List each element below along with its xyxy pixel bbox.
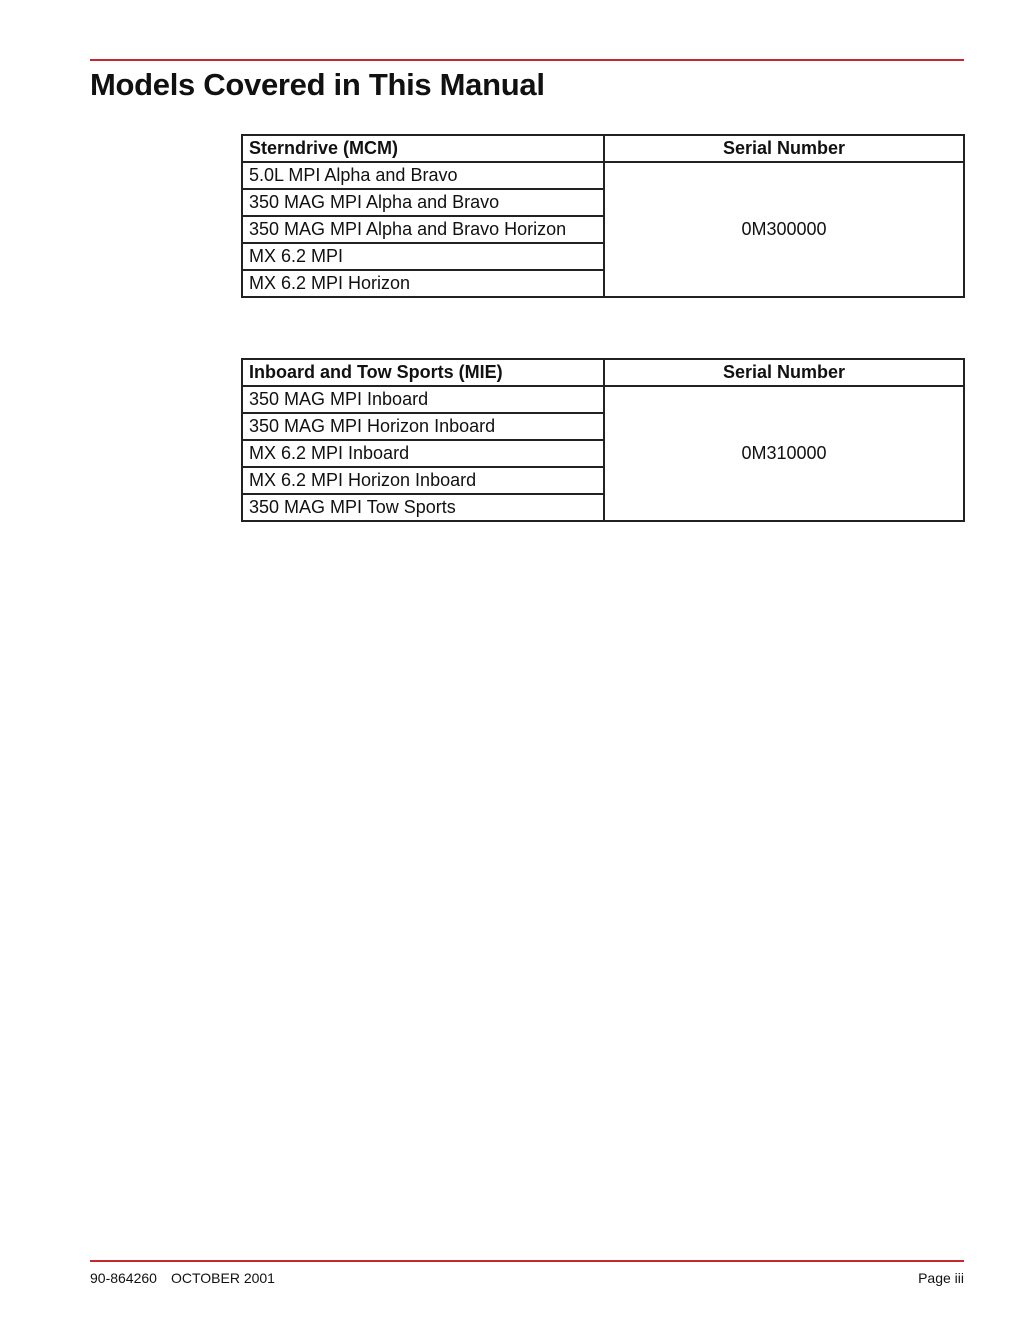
column-header-serial: Serial Number bbox=[604, 135, 964, 162]
table-row bbox=[242, 386, 964, 413]
model-cell: MX 6.2 MPI bbox=[242, 243, 604, 270]
table-header-row bbox=[242, 359, 964, 386]
column-header-model: Sterndrive (MCM) bbox=[242, 135, 604, 162]
model-cell: 350 MAG MPI Alpha and Bravo Horizon bbox=[242, 216, 604, 243]
footer-document-info bbox=[90, 1270, 275, 1286]
publication-date: OCTOBER 2001 bbox=[170, 1270, 275, 1286]
part-number: 90-864260 bbox=[90, 1270, 157, 1286]
model-cell: 350 MAG MPI Horizon Inboard bbox=[242, 413, 604, 440]
serial-number-cell: 0M300000 bbox=[604, 162, 964, 297]
page-title: Models Covered in This Manual bbox=[90, 67, 545, 102]
column-header-serial: Serial Number bbox=[604, 359, 964, 386]
model-cell: MX 6.2 MPI Horizon Inboard bbox=[242, 467, 604, 494]
model-cell: 350 MAG MPI Tow Sports bbox=[242, 494, 604, 521]
model-cell: MX 6.2 MPI Inboard bbox=[242, 440, 604, 467]
footer-rule bbox=[90, 1260, 964, 1262]
inboard-models-table bbox=[241, 358, 965, 522]
page-number: Page iii bbox=[918, 1270, 964, 1286]
model-cell: MX 6.2 MPI Horizon bbox=[242, 270, 604, 297]
serial-number-cell: 0M310000 bbox=[604, 386, 964, 521]
header-rule bbox=[90, 59, 964, 61]
model-cell: 350 MAG MPI Inboard bbox=[242, 386, 604, 413]
model-cell: 5.0L MPI Alpha and Bravo bbox=[242, 162, 604, 189]
table-header-row bbox=[242, 135, 964, 162]
column-header-model: Inboard and Tow Sports (MIE) bbox=[242, 359, 604, 386]
sterndrive-models-table bbox=[241, 134, 965, 298]
model-cell: 350 MAG MPI Alpha and Bravo bbox=[242, 189, 604, 216]
table-row bbox=[242, 162, 964, 189]
